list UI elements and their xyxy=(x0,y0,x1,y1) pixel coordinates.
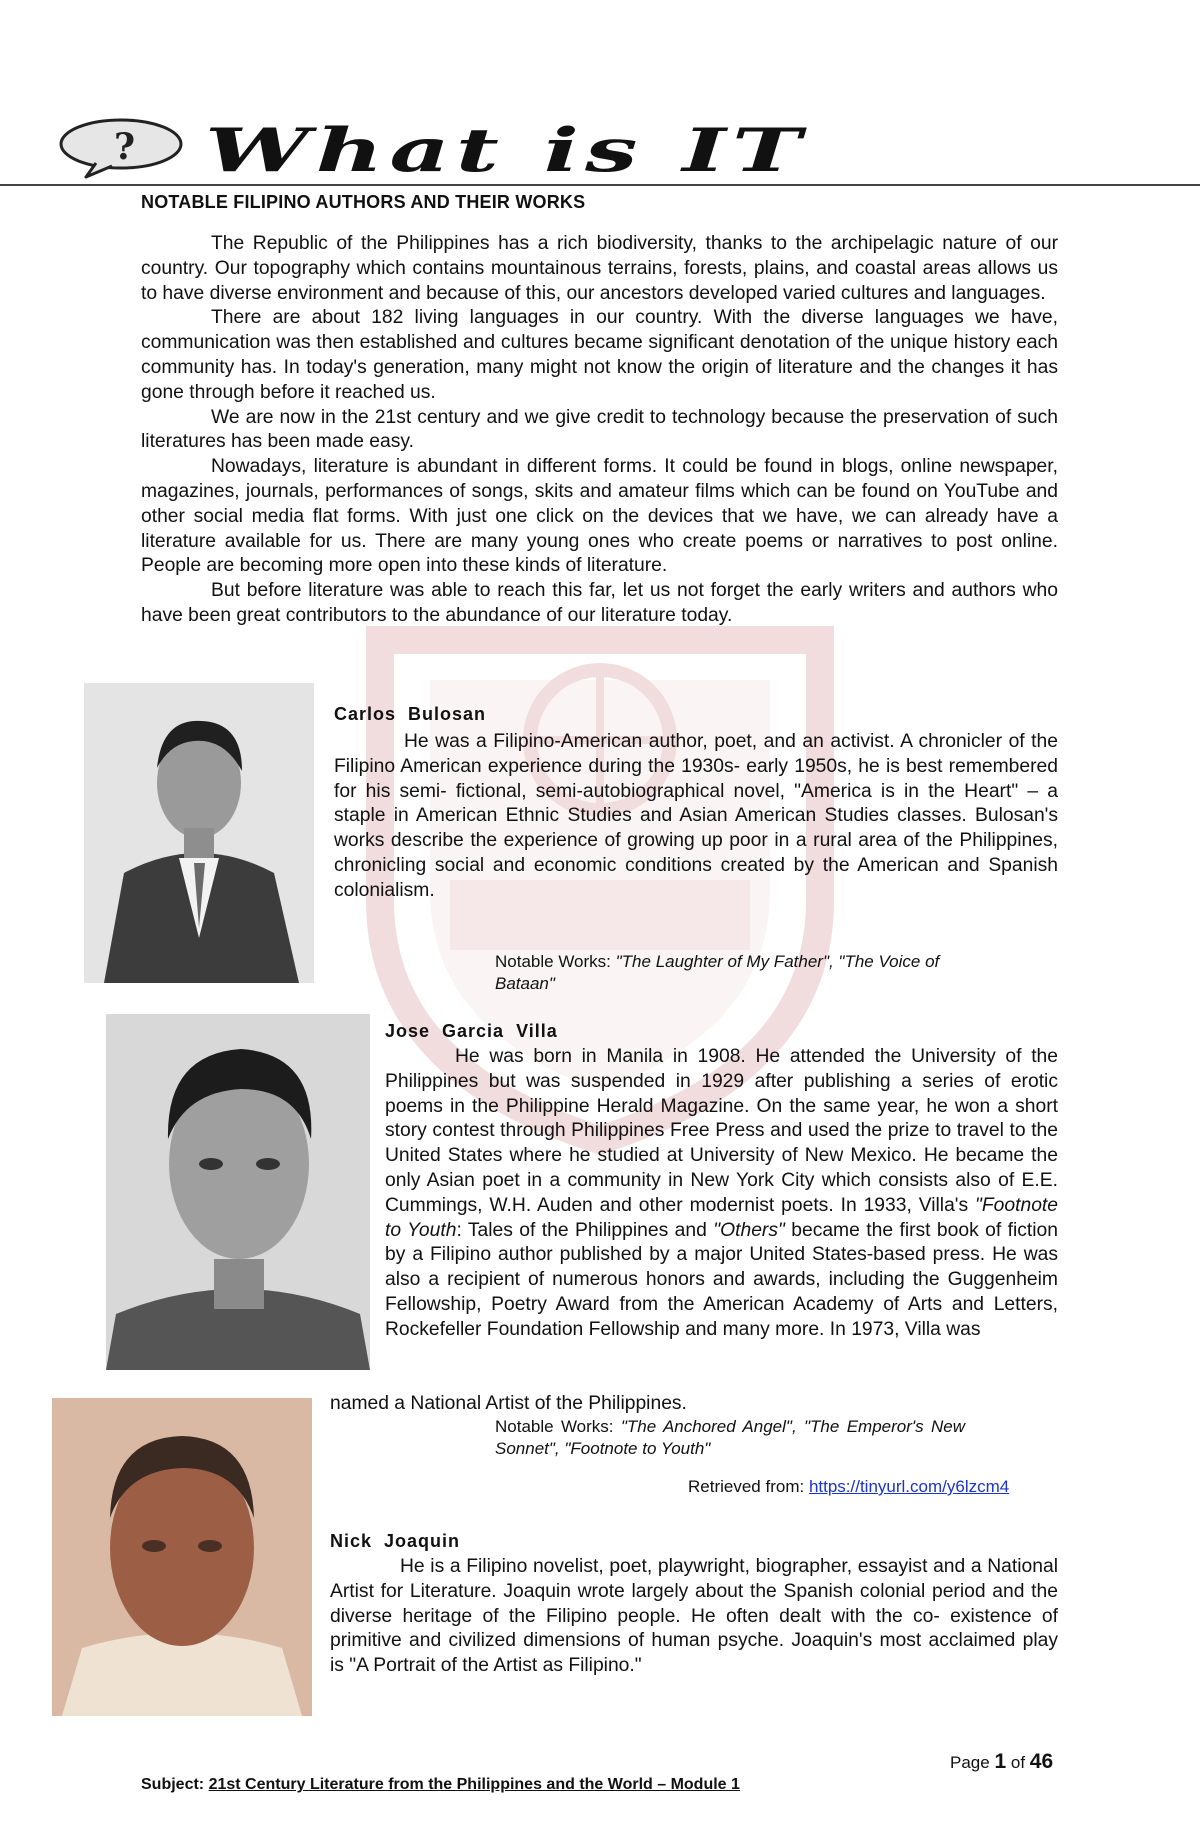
question-bubble-icon xyxy=(56,117,186,179)
book-title: "Footnote to Youth xyxy=(385,1194,1058,1241)
page-number xyxy=(950,1750,1053,1774)
author-bio xyxy=(385,1045,1058,1343)
notable-works-label: Notable Works: xyxy=(495,952,611,971)
author-bio-part: He was born in Manila in 1908. He attended the University of the Philippines but was suspended in 1929 after publishing a series of erotic poems in the Philippine Herald Magazine. On the same year, he won a short story contest through Philippines Free Press and used the prize to travel to the United States where he studied at University of New Mexico. He became the only Asian poet in a community in New York City which consists also of E.E. Cummings, W.H. Auden and other modernist poets. In 1933, Villa's xyxy=(385,1046,1058,1216)
author-bio xyxy=(334,730,1058,904)
nick-joaquin-photo xyxy=(52,1398,312,1716)
page-title: NOTABLE FILIPINO AUTHORS AND THEIR WORKS xyxy=(141,192,586,212)
author-bio-part: : Tales of the Philippines and xyxy=(456,1219,707,1241)
author-name: Nick Joaquin xyxy=(330,1531,461,1551)
notable-works-label: Notable Works: xyxy=(495,1417,614,1436)
page-of: of xyxy=(1010,1753,1026,1772)
notable-works xyxy=(495,951,955,995)
author-bio-text: He was a Filipino-American author, poet, and an activist. A chronicler of the Filipino American experience during the 1930s- early 1950s, he is best remembered for his semi- fictional, semi-autobiographical novel, "America is in the Heart" – a staple in American Ethnic Studies and Asian American Studies classes. Bulosan's works describe the experience of growing up poor in a rural area of the Philippines, chronicling social and economic conditions created by the American and Spanish colonialism. xyxy=(334,731,1058,901)
page-total: 46 xyxy=(1029,1750,1054,1773)
subject-footer xyxy=(141,1776,740,1794)
notable-works-list: "The Anchored Angel", "The Emperor's New Sonnet", "Footnote to Youth" xyxy=(495,1417,965,1458)
header-divider xyxy=(0,184,1200,186)
intro-paragraph: The Republic of the Philippines has a rich biodiversity, thanks to the archipelagic nature of our country. Our topography which contains mountainous terrains, forests, plains, and coastal areas allows us to have diverse environment and because of this, our ancestors developed varied cultures and languages. xyxy=(141,233,1058,304)
intro-paragraph: Nowadays, literature is abundant in different forms. It could be found in blogs, online newspaper, magazines, journals, performances of songs, skits and amateur films which can be found on YouTube and other social media flat forms. With just one click on the devices that we have, we can already have a literature available for us. There are many young ones who create poems or narratives to post online. People are becoming more open into these kinds of literature. xyxy=(141,456,1058,577)
intro-text xyxy=(141,232,1058,629)
carlos-bulosan-photo xyxy=(84,683,314,983)
subject-value: 21st Century Literature from the Philippines and the World – Module 1 xyxy=(208,1776,740,1793)
notable-works-list: "The Laughter of My Father", "The Voice of Bataan" xyxy=(495,952,940,993)
subject-label: Subject: xyxy=(141,1776,205,1793)
page-current: 1 xyxy=(994,1750,1007,1773)
page-label: Page xyxy=(950,1753,990,1772)
section-header-title: What is IT xyxy=(205,116,808,186)
author-bio-part: became the first book of fiction by a Filipino author published by a major United States-based press. He was also a recipient of numerous honors and awards, including the Guggenheim Fellowship, Poetry Award from the American Academy of Arts and Letters, Rockefeller Foundation Fellowship and many more. In 1973, Villa was xyxy=(385,1219,1059,1340)
retrieved-from xyxy=(688,1476,1009,1498)
author-bio xyxy=(330,1555,1058,1679)
svg-text:?: ? xyxy=(114,126,136,168)
intro-paragraph: There are about 182 living languages in our country. With the diverse languages we have, communication was then established and cultures became significant denotation of the unique history each community has. In today's generation, many might not know the origin of literature and the changes it has gone through before it reached us. xyxy=(141,307,1058,403)
notable-works xyxy=(495,1416,965,1460)
author-bio-text: He is a Filipino novelist, poet, playwright, biographer, essayist and a National Artist for Literature. Joaquin wrote largely about the Spanish colonial period and the diverse heritage of the Filipino people. He often dealt with the co- existence of primitive and civilized dimensions of human psyche. Joaquin's most acclaimed play is "A Portrait of the Artist as Filipino." xyxy=(330,1556,1058,1677)
intro-paragraph: We are now in the 21st century and we give credit to technology because the preservation of such literatures has been made easy. xyxy=(141,406,1058,453)
author-name: Carlos Bulosan xyxy=(334,704,487,724)
book-title: "Others" xyxy=(713,1219,785,1241)
author-bio-tail: named a National Artist of the Philippines. xyxy=(330,1393,687,1414)
retrieved-link[interactable]: https://tinyurl.com/y6lzcm4 xyxy=(808,1477,1010,1496)
intro-paragraph: But before literature was able to reach this far, let us not forget the early writers and authors who have been great contributors to the abundance of our literature today. xyxy=(141,580,1058,626)
jose-garcia-villa-photo xyxy=(106,1014,370,1370)
author-name: Jose Garcia Villa xyxy=(385,1021,558,1041)
retrieved-label: Retrieved from: xyxy=(688,1477,805,1496)
author-bio-text xyxy=(385,1045,1058,1343)
